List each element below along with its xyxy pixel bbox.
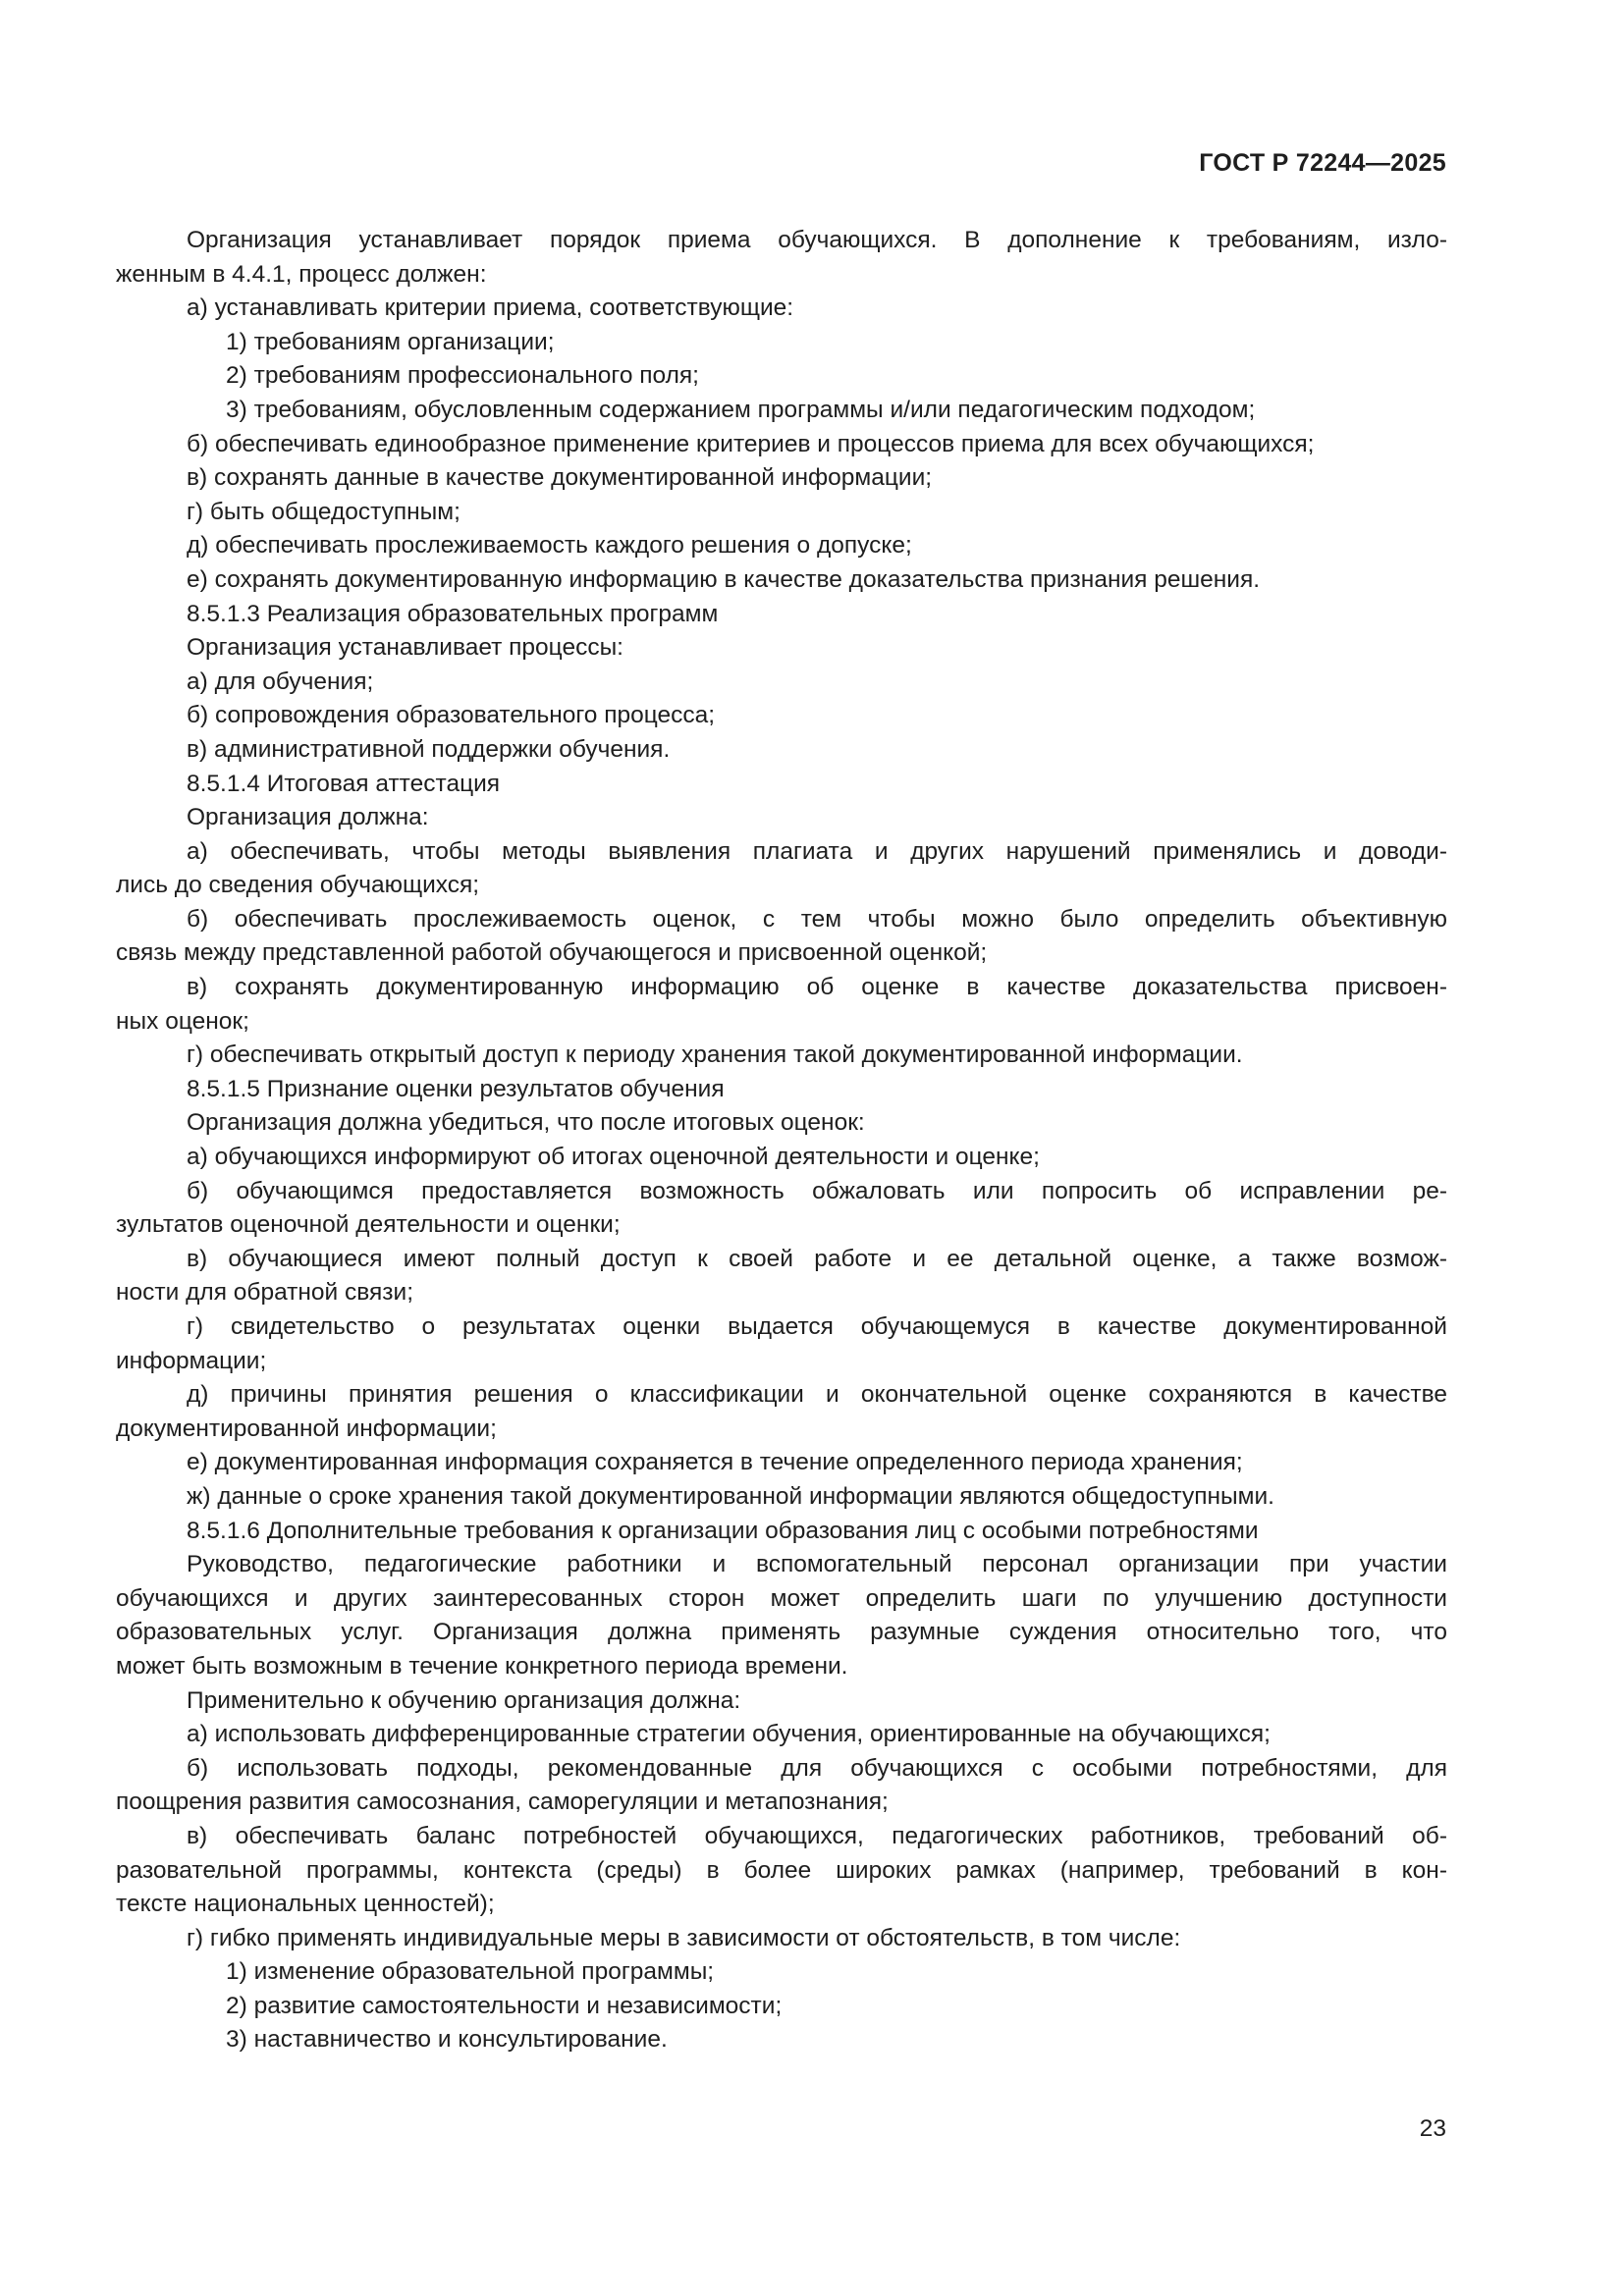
list-item: в) обеспечивать баланс потребностей обучающихся, педагогических работников, требований об- [187,1822,1447,1849]
list-subitem: 3) наставничество и консультирование. [226,2026,668,2054]
list-subitem: 2) развитие самостоятельности и независимости; [226,1992,783,2019]
list-subitem: 3) требованиям, обусловленным содержанием программы и/или педагогическим подходом; [226,396,1256,423]
list-item: в) обучающиеся имеют полный доступ к своей работе и ее детальной оценке, а также возмож- [187,1245,1447,1272]
text-line: информации; [116,1347,267,1374]
section-heading: 8.5.1.6 Дополнительные требования к организации образования лиц с особыми потребностями [187,1517,1259,1544]
list-item: а) для обучения; [187,667,374,695]
list-item: а) обеспечивать, чтобы методы выявления плагиата и других нарушений применялись и доводи- [187,837,1447,865]
text-line: тексте национальных ценностей); [116,1891,495,1918]
list-item: д) причины принятия решения о классификации и окончательной оценке сохраняются в качестве [187,1381,1447,1409]
list-item: в) административной поддержки обучения. [187,735,671,763]
list-item: б) обеспечивать прослеживаемость оценок, с тем чтобы можно было определить объективную [187,905,1447,933]
document-body [116,224,1447,2057]
list-item: б) обеспечивать единообразное применение критериев и процессов приема для всех обучающихся; [187,430,1315,457]
text-line: обучающихся и других заинтересованных сторон может определить шаги по улучшению доступности [116,1584,1447,1612]
list-subitem: 1) изменение образовательной программы; [226,1958,715,1986]
text-line: ных оценок; [116,1007,249,1035]
text-line: Организация должна: [187,804,429,831]
text-line: зультатов оценочной деятельности и оценки; [116,1211,621,1239]
text-line: Организация устанавливает порядок приема обучающихся. В дополнение к требованиям, изло- [187,227,1447,253]
list-subitem: 2) требованиям профессионального поля; [226,362,699,390]
list-item: б) обучающимся предоставляется возможность обжаловать или попросить об исправлении ре- [187,1177,1447,1204]
page-number: 23 [1419,2115,1446,2142]
list-item: д) обеспечивать прослеживаемость каждого решения о допуске; [187,532,912,560]
list-item: в) сохранять данные в качестве документированной информации; [187,464,933,492]
list-item: е) сохранять документированную информацию в качестве доказательства признания решения. [187,565,1261,593]
list-item: е) документированная информация сохраняется в течение определенного периода хранения; [187,1449,1243,1476]
list-item: а) использовать дифференцированные стратегии обучения, ориентированные на обучающихся; [187,1721,1271,1748]
text-line: Руководство, педагогические работники и вспомогательный персонал организации при участии [187,1551,1447,1578]
list-item: ж) данные о сроке хранения такой документированной информации являются общедоступными. [187,1482,1274,1510]
list-item: г) быть общедоступным; [187,498,460,525]
section-heading: 8.5.1.3 Реализация образовательных программ [187,600,719,627]
document-standard-number: ГОСТ Р 72244—2025 [1199,149,1446,177]
text-line: связь между представленной работой обучающегося и присвоенной оценкой; [116,939,988,967]
text-line: разовательной программы, контекста (среды) в более широких рамках (например, требований в кон- [116,1856,1447,1884]
text-line: может быть возможным в течение конкретного периода времени. [116,1652,848,1680]
text-line: ности для обратной связи; [116,1279,414,1307]
section-heading: 8.5.1.4 Итоговая аттестация [187,770,501,797]
list-subitem: 1) требованиям организации; [226,328,555,355]
list-item: г) гибко применять индивидуальные меры в зависимости от обстоятельств, в том числе: [187,1924,1181,1951]
text-line: Организация должна убедиться, что после итоговых оценок: [187,1109,865,1137]
text-line: поощрения развития самосознания, саморегуляции и метапознания; [116,1789,889,1816]
text-line: Применительно к обучению организация должна: [187,1686,741,1714]
list-item: б) использовать подходы, рекомендованные для обучающихся с особыми потребностями, для [187,1754,1447,1782]
text-line: документированной информации; [116,1415,497,1442]
text-line: женным в 4.4.1, процесс должен: [116,260,487,288]
list-item: в) сохранять документированную информацию об оценке в качестве доказательства присвоен- [187,974,1447,1001]
text-line: образовательных услуг. Организация должна применять разумные суждения относительно того, что [116,1619,1447,1646]
list-item: г) обеспечивать открытый доступ к периоду хранения такой документированной информации. [187,1041,1243,1069]
section-heading: 8.5.1.5 Признание оценки результатов обучения [187,1075,725,1102]
list-item: а) устанавливать критерии приема, соответствующие: [187,294,794,322]
text-line: лись до сведения обучающихся; [116,872,480,899]
list-item: б) сопровождения образовательного процесса; [187,702,716,729]
list-item: г) свидетельство о результатах оценки выдается обучающемуся в качестве документированной [187,1313,1447,1340]
list-item: а) обучающихся информируют об итогах оценочной деятельности и оценке; [187,1144,1040,1171]
text-line: Организация устанавливает процессы: [187,634,623,662]
